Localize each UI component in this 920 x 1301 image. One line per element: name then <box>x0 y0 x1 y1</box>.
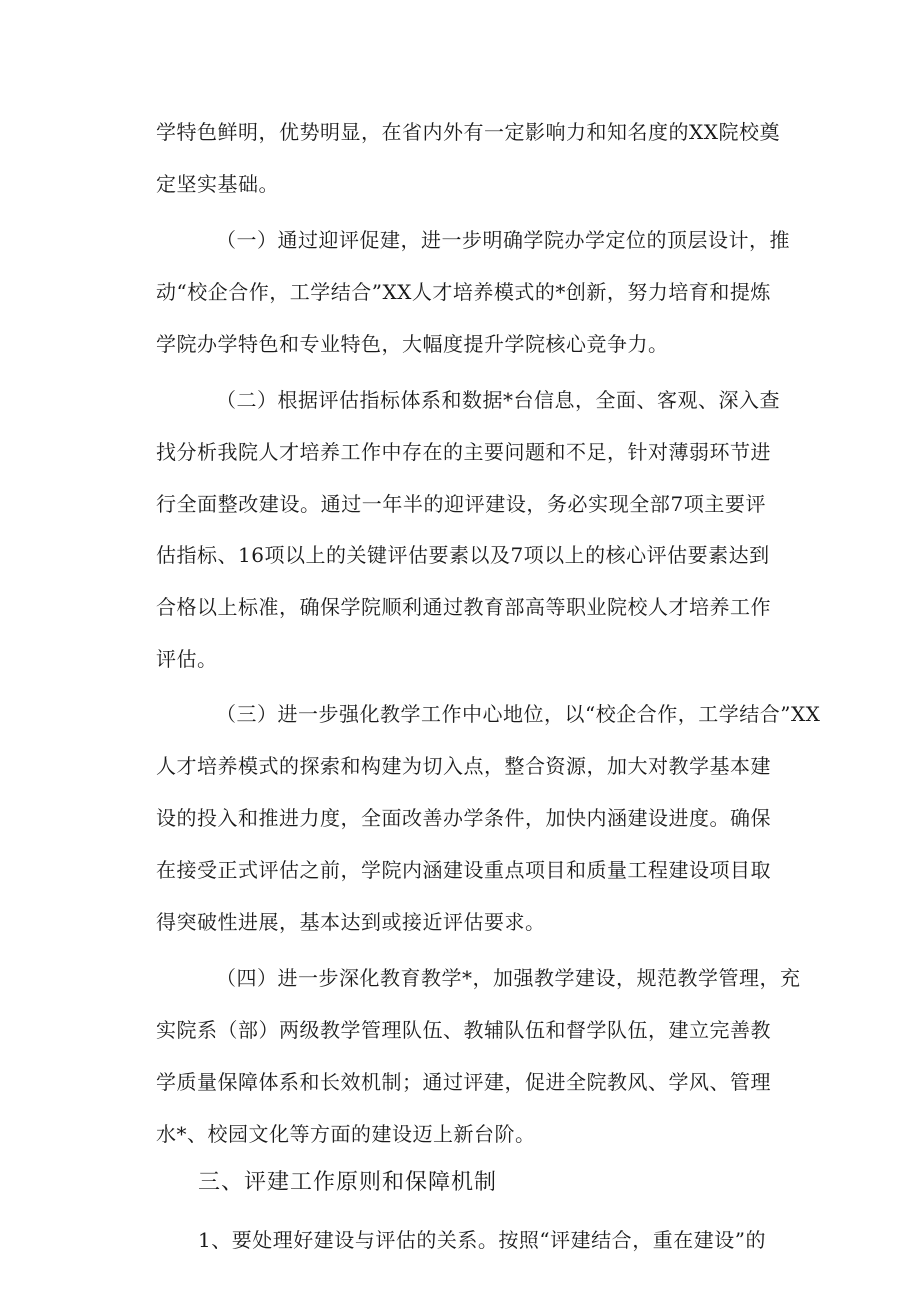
item3-line-2: 人才培养模式的探索和构建为切入点，整合资源，加大对教学基本建 <box>156 754 771 778</box>
item1-line-3: 学院办学特色和专业特色，大幅度提升学院核心竞争力。 <box>156 332 669 356</box>
item2-line-5: 合格以上标准，确保学院顺利通过教育部高等职业院校人才培养工作 <box>156 595 771 619</box>
item3-line-1: （三）进一步强化教学工作中心地位，以“校企合作，工学结合”XX <box>216 702 821 726</box>
item4-line-4: 水*、校园文化等方面的建设迈上新台阶。 <box>156 1122 536 1146</box>
item2-line-1: （二）根据评估指标体系和数据*台信息，全面、客观、深入查 <box>216 388 780 412</box>
intro-line-2: 定坚实基础。 <box>156 172 279 196</box>
intro-line-1: 学特色鲜明，优势明显，在省内外有一定影响力和知名度的XX院校奠 <box>156 120 780 144</box>
section3-heading: 三、评建工作原则和保障机制 <box>198 1170 498 1195</box>
item1-line-2: 动“校企合作，工学结合”XX人才培养模式的*创新，努力培育和提炼 <box>156 280 771 304</box>
item4-line-1: （四）进一步深化教育教学*，加强教学建设，规范教学管理，充 <box>216 966 801 990</box>
item3-line-4: 在接受正式评估之前，学院内涵建设重点项目和质量工程建设项目取 <box>156 858 771 882</box>
point1-line-1: 1、要处理好建设与评估的关系。按照“评建结合，重在建设”的 <box>198 1228 766 1252</box>
item4-line-3: 学质量保障体系和长效机制；通过评建，促进全院教风、学风、管理 <box>156 1070 771 1094</box>
item3-line-3: 设的投入和推进力度，全面改善办学条件，加快内涵建设进度。确保 <box>156 806 771 830</box>
item2-line-6: 评估。 <box>156 647 218 671</box>
item1-line-1: （一）通过迎评促建，进一步明确学院办学定位的顶层设计，推 <box>216 228 790 252</box>
item2-line-4: 估指标、16项以上的关键评估要素以及7项以上的核心评估要素达到 <box>156 543 770 567</box>
item2-line-2: 找分析我院人才培养工作中存在的主要问题和不足，针对薄弱环节进 <box>156 440 771 464</box>
item4-line-2: 实院系（部）两级教学管理队伍、教辅队伍和督学队伍，建立完善教 <box>156 1018 771 1042</box>
item3-line-5: 得突破性进展，基本达到或接近评估要求。 <box>156 910 546 934</box>
item2-line-3: 行全面整改建设。通过一年半的迎评建设，务必实现全部7项主要评 <box>156 492 766 516</box>
